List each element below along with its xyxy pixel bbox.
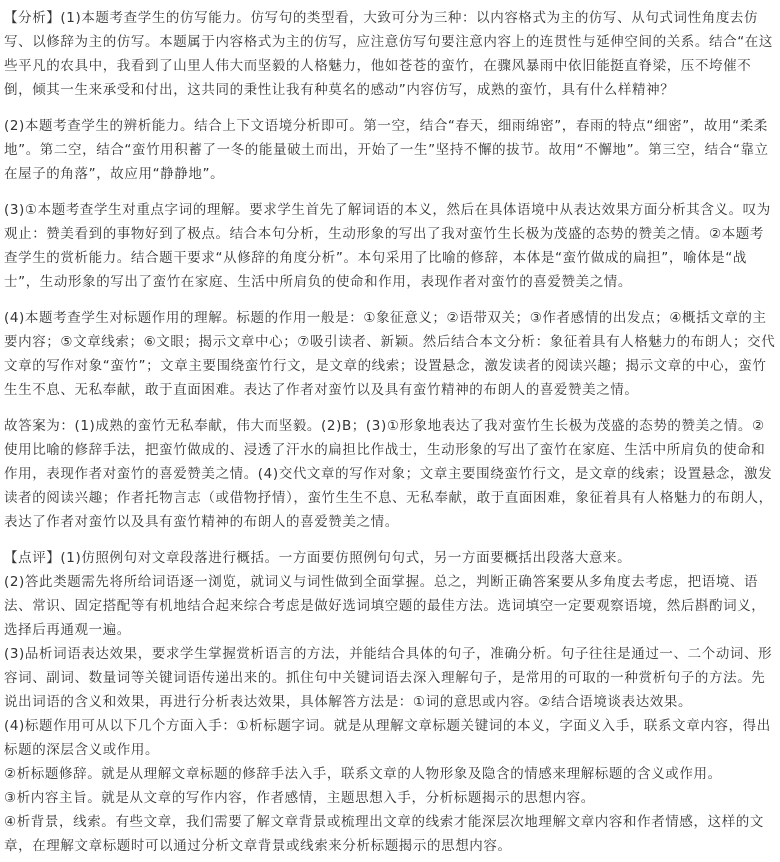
analysis-paragraph-1: 【分析】(1)本题考查学生的仿写能力。仿写句的类型看，大致可分为三种：以内容格式为主的仿写、从句式词性角度去仿写、以修辞为主的仿写。本题属于内容格式为主的仿写，应注意仿写句要注意内容上的连贯性与延伸空间的关系。结合“在这些平凡的农具中，我看到了山里人伟大而坚毅的人格魅力，他如苍苍的蛮竹，在骤风暴雨中依旧能挺直脊梁，压不垮催不倒，倾其一生来承受和付出，这共同的秉性让我有种莫名的感动”内容仿写，成熟的蛮竹，具有什么样精神？ [4,10,773,98]
analysis-paragraph-2: (2)本题考查学生的辨析能力。结合上下文语境分析即可。第一空，结合“春天，细雨绵密”，春雨的特点“细密”，故用“柔柔地”。第二空，结合“蛮竹用积蓄了一冬的能量破土而出，开始了一生”坚持不懈的拔节。故用“不懈地”。第三空，结合“靠立在屋子的角落”，故应用“静静地”。 [4,118,769,182]
analysis-paragraph-3: (3)①本题考查学生对重点字词的理解。要求学生首先了解词语的本义，然后在具体语境中从表达效果方面分析其含义。叹为观止：赞美看到的事物好到了极点。结合本句分析，生动形象的写出了我对蛮竹生长极为茂盛的态势的赞美之情。②本题考查学生的赏析能力。结合题干要求“从修辞的角度分析”。本句采用了比喻的修辞，本体是“蛮竹做成的扁担”，喻体是“战士”，生动形象的写出了蛮竹在家庭、生活中所肩负的使命和作用，表现作者对蛮竹的喜爱赞美之情。 [4,202,771,290]
comment-line: ③析内容主旨。就是从文章的写作内容，作者感情，主题思想入手，分析标题揭示的思想内容。 [4,790,595,806]
spacer [4,102,776,114]
spacer [4,294,776,306]
spacer [4,534,776,546]
answer-paragraph: 故答案为：(1)成熟的蛮竹无私奉献，伟大而坚毅。(2)B；(3)①形象地表达了我对蛮竹生长极为茂盛的态势的赞美之情。②使用比喻的修辞手法，把蛮竹做成的、浸透了汗水的扁担比作战士，生动形象的写出了蛮竹在家庭、生活中所肩负的使命和作用，表现作者对蛮竹的喜爱赞美之情。(4)交代文章的写作对象；文章主要围绕蛮竹行文，是文章的线索；设置悬念，激发读者的阅读兴趣；作者托物言志（或借物抒情），蛮竹生生不息、无私奉献，敢于直面困难，象征着具有人格魅力的布朗人，表达了作者对蛮竹以及具有蛮竹精神的布朗人的喜爱赞美之情。 [4,418,773,530]
comment-line: (3)品析词语表达效果，要求学生掌握赏析语言的方法，并能结合具体的句子，准确分析。句子往往是通过一、二个动词、形容词、副词、数量词等关键词语传递出来的。抓住句中关键词语去深入理解句子，是常用的可取的一种赏析句子的方法。先说出词语的含义和效果，再进行分析表达效果，具体解答方法是：①词的意思或内容。②结合语境谈表达效果。 [4,646,773,710]
comment-section [4,546,776,858]
comment-line: ④析背景，线索。有些文章，我们需要了解文章背景或梳理出文章的线索才能深层次地理解文章内容和作者情感，这样的文章，在理解文章标题时可以通过分析文章背景或线索来分析标题揭示的思想内容。 [4,814,765,854]
spacer [4,186,776,198]
comment-line: (4)标题作用可从以下几个方面入手：①析标题字词。就是从理解文章标题关键词的本义，字面义入手，联系文章内容，得出标题的深层含义或作用。 [4,718,771,758]
comment-line: ②析标题修辞。就是从理解文章标题的修辞手法入手，联系文章的人物形象及隐含的情感来理解标题的含义或作用。 [4,766,722,782]
spacer [4,402,776,414]
comment-line: 【点评】(1)仿照例句对文章段落进行概括。一方面要仿照例句句式，另一方面要概括出段落大意来。 [4,550,632,566]
analysis-paragraph-4: (4)本题考查学生对标题作用的理解。标题的作用一般是：①象征意义；②语带双关；③作者感情的出发点；④概括文章的主要内容；⑤文章线索；⑥文眼；揭示文章中心；⑦吸引读者、新颖。然后结合本文分析：象征着具有人格魅力的布朗人；交代文章的写作对象“蛮竹”；文章主要围绕蛮竹行文，是文章的线索；设置悬念，激发读者的阅读兴趣；揭示文章的中心，蛮竹生生不息、无私奉献，敢于直面困难。表达了作者对蛮竹以及具有蛮竹精神的布朗人的喜爱赞美之情。 [4,310,776,398]
comment-line: (2)答此类题需先将所给词语逐一浏览，就词义与词性做到全面掌握。总之，判断正确答案要从多角度去考虑，把语境、语法、常识、固定搭配等有机地结合起来综合考虑是做好选词填空题的最佳方法。选词填空一定要观察语境，然后斟酌词义，选择后再通观一遍。 [4,574,766,638]
